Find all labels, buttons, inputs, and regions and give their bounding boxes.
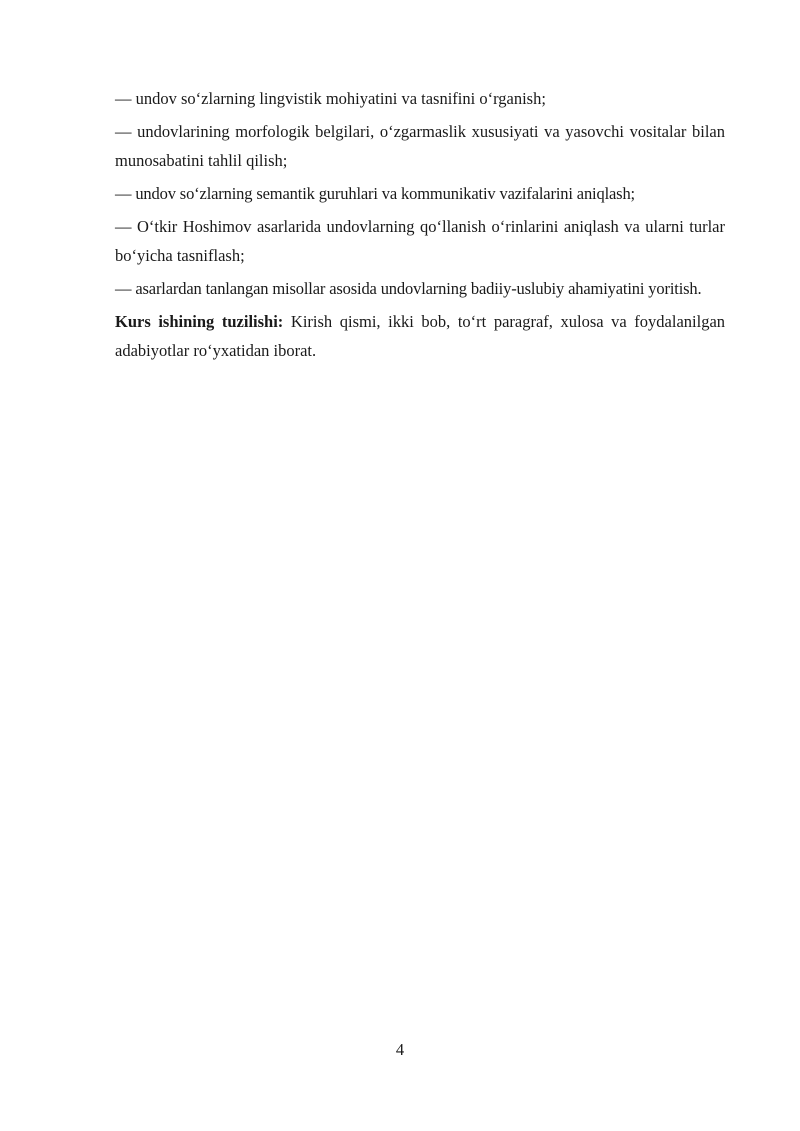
structure-text: Kirish qismi, ikki bob, to‘rt paragraf, xulosa va foydalanilgan adabiyotlar ro‘yxatidan iborat. <box>115 312 726 360</box>
page-number: 4 <box>395 1040 405 1059</box>
objective-item-3: — undov so‘zlarning semantik guruhlari va kommunikativ vazifalarini aniqlash; <box>115 184 635 203</box>
objective-item-4: — O‘tkir Hoshimov asarlarida undovlarning qo‘llanish o‘rinlarini aniqlash va ularni turlar bo‘yicha tasniflash; <box>115 217 725 265</box>
document-body <box>115 84 725 369</box>
objective-item-1: — undov so‘zlarning lingvistik mohiyatini va tasnifini o‘rganish; <box>115 89 546 108</box>
structure-label: Kurs ishining tuzilishi: <box>115 312 284 331</box>
objective-item-5: — asarlardan tanlangan misollar asosida undovlarning badiiy-uslubiy ahamiyatini yoritish. <box>115 279 702 298</box>
structure-paragraph <box>115 307 725 365</box>
objective-item-2: — undovlarining morfologik belgilari, o‘zgarmaslik xususiyati va yasovchi vositalar bilan munosabatini tahlil qilish; <box>115 122 725 170</box>
